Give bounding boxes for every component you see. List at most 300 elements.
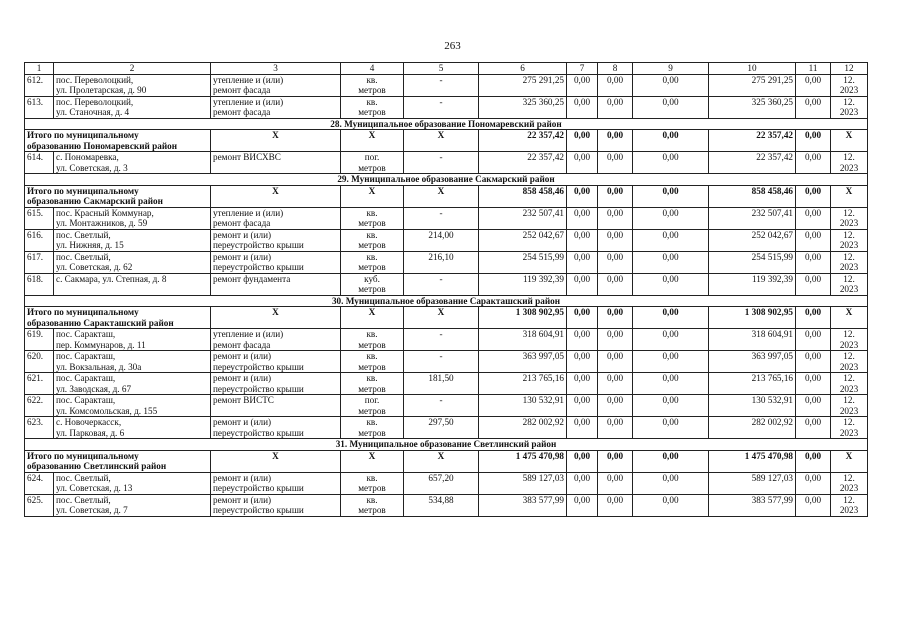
cell-f8: 0,00 — [598, 494, 633, 516]
line: 12. — [843, 417, 855, 427]
cost-total-cell: 383 577,99 — [479, 494, 567, 516]
cell-f7: 0,00 — [567, 96, 598, 118]
row-number: 616. — [25, 229, 54, 251]
address-cell — [54, 351, 211, 373]
line: ул. Советская, д. 3 — [56, 162, 128, 173]
line: 2023 — [839, 339, 859, 350]
quantity-cell: - — [404, 351, 479, 373]
cell-x4: X — [341, 185, 404, 207]
work-type-cell — [211, 351, 341, 373]
line: метров — [358, 218, 386, 228]
line: 2023 — [839, 405, 859, 416]
cell-f9: 0,00 — [633, 251, 709, 273]
section-header-row — [25, 439, 868, 451]
line: Итого по муниципальному — [27, 185, 139, 196]
cell-x3: X — [211, 307, 341, 329]
cell-f8: 0,00 — [598, 395, 633, 417]
cell-f9: 0,00 — [633, 417, 709, 439]
line: пос. Саракташ, — [56, 395, 116, 405]
cell-f7: 0,00 — [567, 450, 598, 472]
line: ул. Комсомольская, д. 155 — [56, 405, 158, 416]
row-number: 621. — [25, 373, 54, 395]
cell-f8: 0,00 — [598, 450, 633, 472]
cell-x3: X — [211, 185, 341, 207]
section-header-row — [25, 118, 868, 130]
line: переустройство крыши — [213, 483, 304, 493]
cost-total-cell: 252 042,67 — [479, 229, 567, 251]
deadline-cell — [831, 152, 868, 174]
column-number: 3 — [211, 63, 341, 75]
unit-cell — [341, 207, 404, 229]
line: метров — [358, 284, 386, 294]
line: кв. — [366, 74, 378, 85]
cell-f7: 0,00 — [567, 329, 598, 351]
cell-f7: 0,00 — [567, 74, 598, 96]
section-header-row — [25, 174, 868, 186]
line: с. Сакмара, ул. Степная, д. 8 — [56, 273, 167, 284]
deadline-cell — [831, 472, 868, 494]
row-number: 615. — [25, 207, 54, 229]
deadline-cell — [831, 273, 868, 295]
work-type-cell — [211, 273, 341, 295]
cell-f11: 0,00 — [796, 207, 831, 229]
line: пос. Саракташ, — [56, 329, 116, 339]
line: кв. — [366, 251, 378, 262]
line: метров — [358, 262, 386, 272]
deadline-cell — [831, 417, 868, 439]
line: утепление и (или) — [213, 329, 284, 339]
work-type-cell — [211, 373, 341, 395]
table-row — [25, 472, 868, 494]
subtotal-row — [25, 130, 868, 152]
cell-f8: 0,00 — [598, 251, 633, 273]
line: 2023 — [839, 505, 859, 515]
cell-f9: 0,00 — [633, 351, 709, 373]
cell-f8: 0,00 — [598, 96, 633, 118]
cell-x3: X — [211, 450, 341, 472]
line: ремонт ВИСХВС — [213, 152, 281, 162]
line: ремонт и (или) — [213, 251, 272, 262]
unit-cell — [341, 494, 404, 516]
unit-cell — [341, 472, 404, 494]
deadline-cell — [831, 373, 868, 395]
line: 2023 — [839, 284, 859, 294]
cost-total-cell: 275 291,25 — [479, 74, 567, 96]
subtotal-label — [25, 130, 211, 152]
quantity-cell: - — [404, 329, 479, 351]
cell-f8: 0,00 — [598, 229, 633, 251]
cell-x4: X — [341, 450, 404, 472]
cell-f11: 0,00 — [796, 185, 831, 207]
cell-f11: 0,00 — [796, 494, 831, 516]
row-number: 614. — [25, 152, 54, 174]
cell-f9: 0,00 — [633, 229, 709, 251]
row-number: 618. — [25, 273, 54, 295]
table-row — [25, 373, 868, 395]
table-row — [25, 152, 868, 174]
line: пос. Светлый, — [56, 472, 111, 483]
cell-f9: 0,00 — [633, 494, 709, 516]
line: ул. Советская, д. 62 — [56, 262, 133, 272]
work-type-cell — [211, 152, 341, 174]
capital-repair-table — [24, 62, 868, 517]
cell-f7: 0,00 — [567, 273, 598, 295]
cell-x12: X — [831, 450, 868, 472]
address-cell — [54, 96, 211, 118]
column-number: 1 — [25, 63, 54, 75]
cell-f11: 0,00 — [796, 395, 831, 417]
cell-f10: 22 357,42 — [709, 130, 796, 152]
cost-total-cell: 325 360,25 — [479, 96, 567, 118]
quantity-cell: 297,50 — [404, 417, 479, 439]
address-cell — [54, 373, 211, 395]
line: 2023 — [839, 162, 859, 173]
cell-x5: X — [404, 450, 479, 472]
line: пог. — [364, 152, 380, 162]
line: 12. — [843, 395, 855, 405]
section-title: 30. Муниципальное образование Саракташский район — [25, 295, 868, 307]
cell-x12: X — [831, 130, 868, 152]
cell-f11: 0,00 — [796, 96, 831, 118]
line: 2023 — [839, 107, 859, 117]
deadline-cell — [831, 207, 868, 229]
cell-f11: 0,00 — [796, 307, 831, 329]
quantity-cell: 214,00 — [404, 229, 479, 251]
row-number: 619. — [25, 329, 54, 351]
address-cell — [54, 152, 211, 174]
row-number: 613. — [25, 96, 54, 118]
unit-cell — [341, 152, 404, 174]
unit-cell — [341, 229, 404, 251]
cell-f11: 0,00 — [796, 74, 831, 96]
cost-total-cell: 318 604,91 — [479, 329, 567, 351]
unit-cell — [341, 417, 404, 439]
cell-f11: 0,00 — [796, 229, 831, 251]
line: метров — [358, 383, 386, 394]
row-number: 612. — [25, 74, 54, 96]
quantity-cell: 216,10 — [404, 251, 479, 273]
cell-x4: X — [341, 130, 404, 152]
address-cell — [54, 417, 211, 439]
line: кв. — [366, 229, 378, 240]
line: метров — [358, 339, 386, 350]
cost-fund-cell: 325 360,25 — [709, 96, 796, 118]
line: кв. — [366, 351, 378, 361]
address-cell — [54, 207, 211, 229]
cell-f9: 0,00 — [633, 329, 709, 351]
deadline-cell — [831, 96, 868, 118]
cell-f7: 0,00 — [567, 494, 598, 516]
cell-f10: 1 475 470,98 — [709, 450, 796, 472]
cost-fund-cell: 254 515,99 — [709, 251, 796, 273]
line: ул. Пролетарская, д. 90 — [56, 85, 147, 95]
line: образованию Сакмарский район — [27, 196, 163, 206]
column-number: 11 — [796, 63, 831, 75]
line: ремонт фасада — [213, 85, 271, 95]
cell-f7: 0,00 — [567, 185, 598, 207]
line: 12. — [843, 229, 855, 240]
table-row — [25, 351, 868, 373]
unit-cell — [341, 96, 404, 118]
line: пос. Переволоцкий, — [56, 96, 134, 107]
column-number: 5 — [404, 63, 479, 75]
line: пос. Красный Коммунар, — [56, 207, 154, 218]
table-row — [25, 273, 868, 295]
unit-cell — [341, 251, 404, 273]
deadline-cell — [831, 351, 868, 373]
quantity-cell: - — [404, 395, 479, 417]
cost-total-cell: 282 002,92 — [479, 417, 567, 439]
subtotal-label — [25, 450, 211, 472]
cost-fund-cell: 232 507,41 — [709, 207, 796, 229]
line: метров — [358, 107, 386, 117]
cost-total-cell: 130 532,91 — [479, 395, 567, 417]
row-number: 620. — [25, 351, 54, 373]
cost-total-cell: 119 392,39 — [479, 273, 567, 295]
line: 12. — [843, 74, 855, 85]
line: метров — [358, 405, 386, 416]
table-row — [25, 494, 868, 516]
work-type-cell — [211, 229, 341, 251]
cell-f8: 0,00 — [598, 152, 633, 174]
cell-f8: 0,00 — [598, 74, 633, 96]
cell-f9: 0,00 — [633, 152, 709, 174]
section-header-row — [25, 295, 868, 307]
cell-x3: X — [211, 130, 341, 152]
cell-f7: 0,00 — [567, 152, 598, 174]
cost-fund-cell: 119 392,39 — [709, 273, 796, 295]
column-number: 7 — [567, 63, 598, 75]
cell-f10: 858 458,46 — [709, 185, 796, 207]
line: пос. Саракташ, — [56, 373, 116, 383]
unit-cell — [341, 74, 404, 96]
line: ремонт и (или) — [213, 494, 272, 505]
cost-fund-cell: 363 997,05 — [709, 351, 796, 373]
section-title: 29. Муниципальное образование Сакмарский район — [25, 174, 868, 186]
work-type-cell — [211, 417, 341, 439]
address-cell — [54, 229, 211, 251]
line: 2023 — [839, 262, 859, 272]
unit-cell — [341, 373, 404, 395]
cell-f7: 0,00 — [567, 472, 598, 494]
cell-f11: 0,00 — [796, 450, 831, 472]
address-cell — [54, 494, 211, 516]
unit-cell — [341, 395, 404, 417]
quantity-cell: - — [404, 207, 479, 229]
table-row — [25, 395, 868, 417]
work-type-cell — [211, 329, 341, 351]
line: ул. Советская, д. 7 — [56, 505, 128, 515]
line: Итого по муниципальному — [27, 450, 139, 461]
cost-fund-cell: 252 042,67 — [709, 229, 796, 251]
line: ул. Монтажников, д. 59 — [56, 218, 148, 228]
line: 12. — [843, 329, 855, 339]
table-row — [25, 251, 868, 273]
line: образованию Светлинский район — [27, 461, 167, 471]
column-number: 12 — [831, 63, 868, 75]
line: 2023 — [839, 427, 859, 438]
line: метров — [358, 240, 386, 250]
work-type-cell — [211, 251, 341, 273]
cell-f7: 0,00 — [567, 351, 598, 373]
cell-f11: 0,00 — [796, 351, 831, 373]
cell-f11: 0,00 — [796, 152, 831, 174]
cell-f8: 0,00 — [598, 351, 633, 373]
cell-f10: 1 308 902,95 — [709, 307, 796, 329]
subtotal-row — [25, 450, 868, 472]
cost-total-cell: 213 765,16 — [479, 373, 567, 395]
section-title: 31. Муниципальное образование Светлинский район — [25, 439, 868, 451]
cell-f7: 0,00 — [567, 130, 598, 152]
line: с. Пономаревка, — [56, 152, 119, 162]
line: кв. — [366, 207, 378, 218]
cell-x12: X — [831, 185, 868, 207]
cell-x5: X — [404, 130, 479, 152]
line: метров — [358, 85, 386, 95]
cost-fund-cell: 275 291,25 — [709, 74, 796, 96]
line: пос. Светлый, — [56, 494, 111, 505]
deadline-cell — [831, 329, 868, 351]
line: кв. — [366, 96, 378, 107]
work-type-cell — [211, 207, 341, 229]
line: Итого по муниципальному — [27, 130, 139, 140]
cost-fund-cell: 383 577,99 — [709, 494, 796, 516]
column-number-row — [25, 63, 868, 75]
line: ремонт ВИСТС — [213, 395, 274, 405]
line: ул. Советская, д. 13 — [56, 483, 133, 493]
work-type-cell — [211, 74, 341, 96]
line: переустройство крыши — [213, 361, 304, 372]
line: кв. — [366, 472, 378, 483]
line: метров — [358, 483, 386, 493]
line: образованию Пономаревский район — [27, 140, 177, 151]
cell-f8: 0,00 — [598, 329, 633, 351]
cell-f11: 0,00 — [796, 329, 831, 351]
cell-f8: 0,00 — [598, 417, 633, 439]
work-type-cell — [211, 395, 341, 417]
line: 12. — [843, 96, 855, 107]
line: пог. — [364, 395, 380, 405]
quantity-cell: - — [404, 273, 479, 295]
deadline-cell — [831, 251, 868, 273]
subtotal-row — [25, 307, 868, 329]
deadline-cell — [831, 395, 868, 417]
work-type-cell — [211, 494, 341, 516]
cell-f11: 0,00 — [796, 130, 831, 152]
cell-f8: 0,00 — [598, 130, 633, 152]
line: 2023 — [839, 85, 859, 95]
row-number: 624. — [25, 472, 54, 494]
deadline-cell — [831, 494, 868, 516]
cell-f11: 0,00 — [796, 373, 831, 395]
line: ул. Нижняя, д. 15 — [56, 240, 124, 250]
cell-f11: 0,00 — [796, 417, 831, 439]
cell-f9: 0,00 — [633, 207, 709, 229]
cell-f8: 0,00 — [598, 307, 633, 329]
line: образованию Саракташский район — [27, 317, 174, 328]
line: утепление и (или) — [213, 96, 284, 107]
line: ремонт фасада — [213, 218, 271, 228]
cell-x5: X — [404, 307, 479, 329]
line: метров — [358, 505, 386, 515]
section-title: 28. Муниципальное образование Пономаревский район — [25, 118, 868, 130]
line: 2023 — [839, 361, 859, 372]
column-number: 8 — [598, 63, 633, 75]
cost-fund-cell: 130 532,91 — [709, 395, 796, 417]
cell-f7: 0,00 — [567, 207, 598, 229]
column-number: 10 — [709, 63, 796, 75]
line: утепление и (или) — [213, 207, 284, 218]
cost-total-cell: 254 515,99 — [479, 251, 567, 273]
row-number: 623. — [25, 417, 54, 439]
address-cell — [54, 273, 211, 295]
quantity-cell: 181,50 — [404, 373, 479, 395]
row-number: 617. — [25, 251, 54, 273]
line: 12. — [843, 273, 855, 284]
line: 12. — [843, 494, 855, 505]
cost-fund-cell: 22 357,42 — [709, 152, 796, 174]
line: переустройство крыши — [213, 505, 304, 515]
subtotal-row — [25, 185, 868, 207]
cell-total: 22 357,42 — [479, 130, 567, 152]
address-cell — [54, 329, 211, 351]
cell-f8: 0,00 — [598, 472, 633, 494]
line: кв. — [366, 494, 378, 505]
table-row — [25, 229, 868, 251]
cost-fund-cell: 589 127,03 — [709, 472, 796, 494]
cost-total-cell: 363 997,05 — [479, 351, 567, 373]
line: пос. Переволоцкий, — [56, 74, 134, 85]
line: ремонт и (или) — [213, 472, 272, 483]
line: 2023 — [839, 240, 859, 250]
line: переустройство крыши — [213, 427, 304, 438]
line: 12. — [843, 152, 855, 162]
quantity-cell: - — [404, 74, 479, 96]
cell-f9: 0,00 — [633, 273, 709, 295]
cost-fund-cell: 213 765,16 — [709, 373, 796, 395]
table-row — [25, 329, 868, 351]
cost-total-cell: 232 507,41 — [479, 207, 567, 229]
line: метров — [358, 162, 386, 173]
line: метров — [358, 427, 386, 438]
line: ремонт фасада — [213, 339, 271, 350]
cell-f7: 0,00 — [567, 229, 598, 251]
cell-f11: 0,00 — [796, 273, 831, 295]
cell-f11: 0,00 — [796, 472, 831, 494]
line: ремонт и (или) — [213, 351, 272, 361]
line: 2023 — [839, 218, 859, 228]
cost-fund-cell: 318 604,91 — [709, 329, 796, 351]
cell-f9: 0,00 — [633, 373, 709, 395]
line: с. Новочеркасск, — [56, 417, 122, 427]
line: ул. Станочная, д. 4 — [56, 107, 130, 117]
address-cell — [54, 472, 211, 494]
cell-f9: 0,00 — [633, 96, 709, 118]
cell-f9: 0,00 — [633, 395, 709, 417]
quantity-cell: 534,88 — [404, 494, 479, 516]
line: 2023 — [839, 483, 859, 493]
cell-f8: 0,00 — [598, 273, 633, 295]
line: переустройство крыши — [213, 383, 304, 394]
unit-cell — [341, 329, 404, 351]
line: ул. Заводская, д. 67 — [56, 383, 132, 394]
table-row — [25, 96, 868, 118]
work-type-cell — [211, 472, 341, 494]
quantity-cell: 657,20 — [404, 472, 479, 494]
address-cell — [54, 74, 211, 96]
unit-cell — [341, 351, 404, 373]
line: ул. Вокзальная, д. 30а — [56, 361, 142, 372]
